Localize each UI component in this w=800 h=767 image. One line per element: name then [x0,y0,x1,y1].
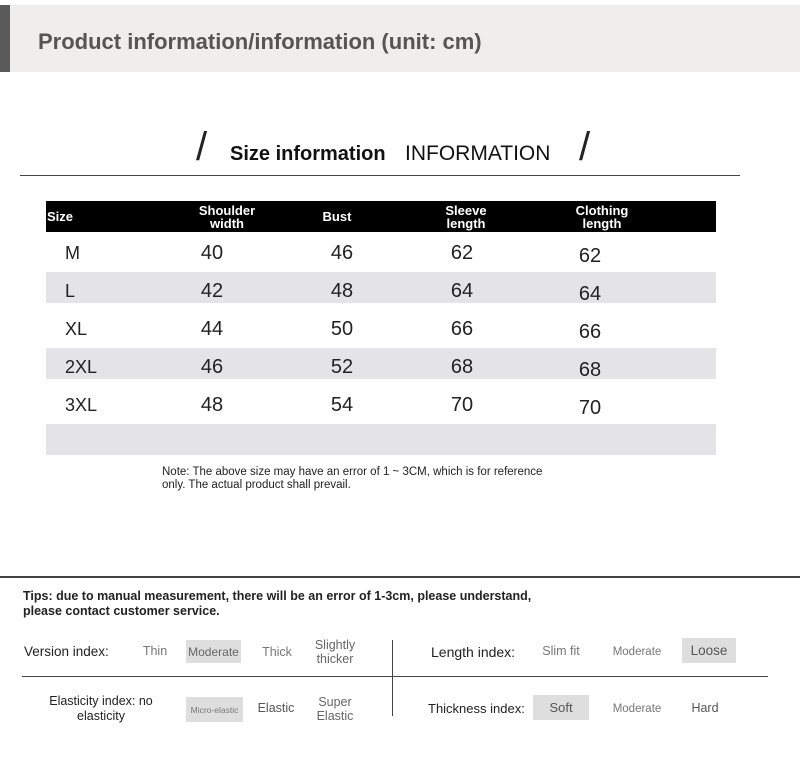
index-horizontal-divider [22,676,768,677]
table-header [46,201,716,232]
table-row [0,234,800,272]
length-option-moderate: Moderate [612,646,662,658]
section-slash-right: / [579,125,591,169]
tips-text [23,589,531,619]
table-row [0,272,800,310]
cell-clothing-length: 66 [578,321,602,343]
page-title: Product information/information (unit: cm) [38,29,482,54]
version-option-moderate: Moderate [186,640,241,663]
section-rule [20,175,740,176]
elasticity-option-micro-elastic: Micro-elastic [186,697,243,722]
version-option-slightly-thicker: Slightly thicker [314,638,356,666]
cell-clothing-length: 68 [578,359,602,381]
length-index-label: Length index: [431,644,516,660]
thickness-option-hard: Hard [691,701,719,715]
cell-clothing-length: 64 [578,283,602,305]
size-note [162,466,542,492]
column-header-sleeve-length: Sleeve length [445,202,487,231]
length-option-slim-fit: Slim fit [542,644,580,658]
cell-sleeve-length: 68 [450,356,474,378]
column-header-clothing-length: Clothing length [575,202,629,231]
elasticity-option-elastic: Elastic [257,701,295,715]
version-option-thin: Thin [142,644,168,658]
index-vertical-divider [392,640,393,716]
table-row [0,386,800,424]
cell-clothing-length: 62 [578,245,602,267]
section-subtitle: INFORMATION [405,142,551,165]
section-title: Size information [230,143,386,165]
cell-bust: 48 [330,280,354,302]
thickness-option-moderate: Moderate [612,703,662,715]
cell-shoulder-width: 42 [200,280,224,302]
cell-bust: 50 [330,318,354,340]
version-option-thick: Thick [262,645,292,659]
cell-sleeve-length: 62 [450,242,474,264]
cell-shoulder-width: 48 [200,394,224,416]
cell-shoulder-width: 44 [200,318,224,340]
table-stripe-empty-row [46,424,716,455]
cell-size: 2XL [65,357,98,377]
cell-shoulder-width: 40 [200,242,224,264]
size-note-line: only. The actual product shall prevail. [162,479,351,491]
version-index-label: Version index: [24,644,109,659]
cell-bust: 54 [330,394,354,416]
column-header-shoulder-width: Shoulder width [198,202,256,231]
thickness-option-soft: Soft [533,695,589,720]
size-note-line: Note: The above size may have an error of 1 ~ 3CM, which is for reference [162,466,543,478]
cell-bust: 46 [330,242,354,264]
section-slash-left: / [196,125,208,169]
header-accent-bar [0,5,10,72]
cell-size: XL [65,319,88,339]
cell-sleeve-length: 66 [450,318,474,340]
thickness-index-label: Thickness index: [428,701,525,716]
tips-line: Tips: due to manual measurement, there will be an error of 1-3cm, please understand, [23,589,532,603]
cell-bust: 52 [330,356,354,378]
table-row [0,310,800,348]
cell-size: M [65,243,80,263]
cell-size: L [65,281,76,301]
cell-clothing-length: 70 [578,397,602,419]
elasticity-option-super-elastic: Super Elastic [316,695,354,723]
cell-sleeve-length: 70 [450,394,474,416]
section-divider [0,576,800,578]
elasticity-index-label: Elasticity index: no elasticity [49,694,153,723]
cell-size: 3XL [65,395,98,415]
cell-shoulder-width: 46 [200,356,224,378]
length-option-loose: Loose [682,638,736,663]
tips-line: please contact customer service. [23,604,220,618]
column-header-bust: Bust [322,209,352,224]
cell-sleeve-length: 64 [450,280,474,302]
column-header-size: Size [47,209,74,224]
table-row [0,348,800,386]
